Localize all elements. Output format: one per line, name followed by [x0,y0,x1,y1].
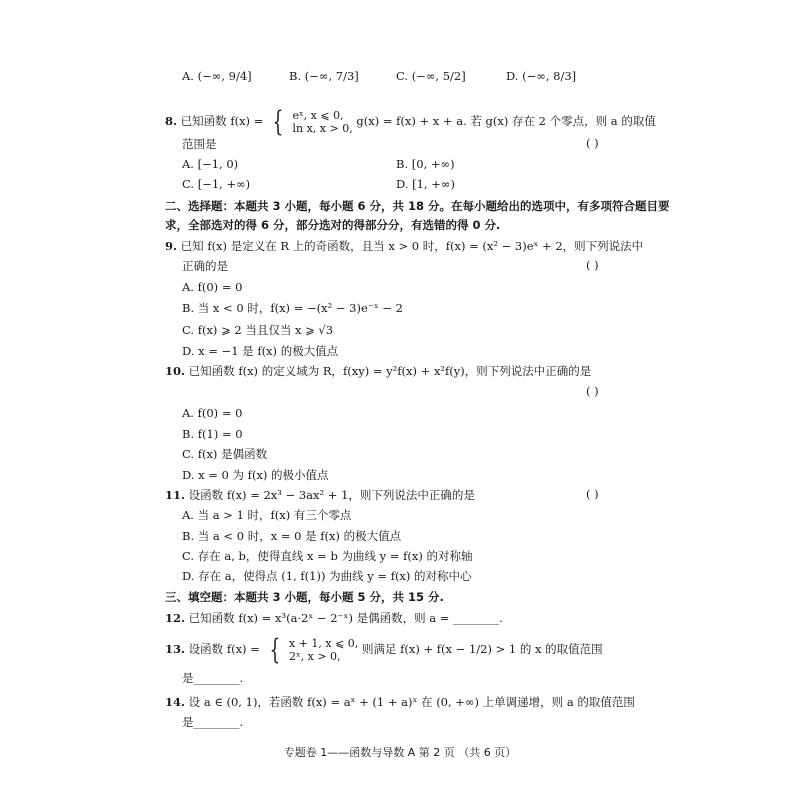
q13-stem-line2: 是________. [182,671,244,685]
q9-number: 9. [165,239,178,253]
q10-option-b: B. f(1) = 0 [182,427,243,441]
q8-brace: { [272,105,284,138]
q10-answer-paren: ( ) [586,384,599,398]
q13-case-1: x + 1, x ⩽ 0, [288,637,359,650]
q13-number: 13. [165,642,186,656]
q10-stem [165,363,591,379]
q9-stem [165,238,643,254]
q8-stem-cont: 范围是 [182,137,217,151]
q12-stem-line1: 已知函数 f(x) = x³(a·2ˣ − 2⁻ˣ) 是偶函数，则 a = ________. [188,611,503,625]
q11-stem [165,487,475,503]
q11-option-d: D. 存在 a，使得点 (1, f(1)) 为曲线 y = f(x) 的对称中心 [182,569,472,583]
q10-number: 10. [165,364,186,378]
q14-stem-line2: 是________. [182,715,244,729]
q13-stem [165,633,603,666]
q8-option-d: D. [1, +∞) [396,177,455,191]
q8-number: 8. [165,114,178,128]
q11-number: 11. [165,488,186,502]
q11-option-c: C. 存在 a, b，使得直线 x = b 为曲线 y = f(x) 的对称轴 [182,549,473,563]
q8-case-2: ln x, x > 0, [292,122,353,135]
q14-number: 14. [165,695,186,709]
section3-heading: 三、填空题：本题共 3 小题，每小题 5 分，共 15 分. [165,590,444,604]
q12-stem [165,610,503,626]
section2-heading-line2: 求，全部选对的得 6 分，部分选对的得部分分，有选错的得 0 分. [165,218,501,232]
q10-option-a: A. f(0) = 0 [182,406,243,420]
q8-piecewise [292,109,352,135]
q7-option-b: B. (−∞, 7/3] [289,69,359,83]
q9-option-b: B. 当 x < 0 时，f(x) = −(x² − 3)e⁻ˣ − 2 [182,301,403,315]
section2-heading-line1: 二、选择题：本题共 3 小题，每小题 6 分，共 18 分。在每小题给出的选项中，有多项符合题目要 [165,199,670,213]
q9-option-a: A. f(0) = 0 [182,280,243,294]
q14-stem-line1: 设 a ∈ (0, 1)，若函数 f(x) = aˣ + (1 + a)ˣ 在 (0, +∞) 上单调递增，则 a 的取值范围 [188,695,635,709]
q10-stem-line1: 已知函数 f(x) 的定义域为 R，f(xy) = y²f(x) + x²f(y)，则下列说法中正确的是 [188,364,592,378]
q7-option-a: A. (−∞, 9/4] [182,69,252,83]
q9-stem-line2: 正确的是 [182,259,228,273]
q13-brace: { [269,633,280,666]
q7-option-d: D. (−∞, 8/3] [506,69,577,83]
q11-option-b: B. 当 a < 0 时，x = 0 是 f(x) 的极大值点 [182,529,402,543]
q11-option-a: A. 当 a > 1 时，f(x) 有三个零点 [182,508,352,522]
q9-option-d: D. x = −1 是 f(x) 的极大值点 [182,344,339,358]
q8-case-1: eˣ, x ⩽ 0, [292,109,344,122]
q9-stem-line1: 已知 f(x) 是定义在 R 上的奇函数，且当 x > 0 时，f(x) = (x² − 3)eˣ + 2，则下列说法中 [180,239,644,253]
q8-option-a: A. [−1, 0) [182,157,239,171]
q7-option-c: C. (−∞, 5/2] [396,69,466,83]
q8-stem [165,105,656,138]
q8-answer-paren: ( ) [586,136,599,150]
q13-stem-pre: 设函数 f(x) = [188,642,260,656]
q8-option-b: B. [0, +∞) [396,157,455,171]
q11-stem-line1: 设函数 f(x) = 2x³ − 3ax² + 1，则下列说法中正确的是 [188,488,475,502]
q13-piecewise [289,637,358,663]
q8-stem-pre: 已知函数 f(x) = [180,114,264,128]
q10-option-c: C. f(x) 是偶函数 [182,447,268,461]
q8-option-c: C. [−1, +∞) [182,177,251,191]
q9-answer-paren: ( ) [586,258,599,272]
q12-number: 12. [165,611,186,625]
q13-stem-post: 则满足 f(x) + f(x − 1/2) > 1 的 x 的取值范围 [361,642,603,656]
q9-option-c: C. f(x) ⩾ 2 当且仅当 x ⩾ √3 [182,323,334,337]
q13-case-2: 2ˣ, x > 0, [288,650,341,663]
q11-answer-paren: ( ) [586,487,599,501]
q14-stem [165,694,635,710]
page-footer: 专题卷 1——函数与导数 A 第 2 页 （共 6 页） [283,746,517,759]
q10-option-d: D. x = 0 为 f(x) 的极小值点 [182,468,329,482]
q8-stem-post: g(x) = f(x) + x + a. 若 g(x) 存在 2 个零点，则 a 的取值 [356,114,656,128]
